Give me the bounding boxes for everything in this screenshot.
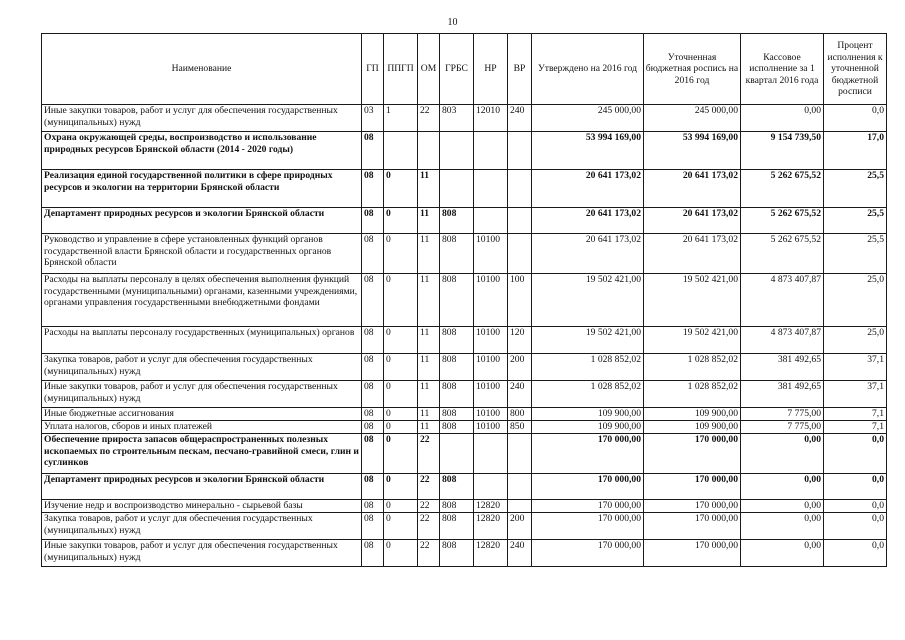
row-cash-cell: 5 262 675,52 (741, 234, 824, 274)
row-ppgp-cell: 0 (384, 354, 418, 381)
row-ppgp-cell (384, 132, 418, 170)
row-cash-cell: 0,00 (741, 474, 824, 500)
row-approved-cell: 20 641 173,02 (532, 234, 644, 274)
row-vr-cell (508, 132, 532, 170)
row-cash-cell: 0,00 (741, 513, 824, 540)
table-row (42, 354, 887, 381)
row-om-cell: 11 (418, 421, 440, 434)
row-grbs-cell: 808 (440, 381, 474, 408)
row-approved-cell: 170 000,00 (532, 500, 644, 513)
row-om-cell: 22 (418, 434, 440, 474)
row-cash-cell: 0,00 (741, 500, 824, 513)
row-gp-cell: 03 (362, 105, 384, 132)
row-name-cell: Изучение недр и воспроизводство минерально - сырьевой базы (42, 500, 362, 513)
row-percent-cell: 25,0 (824, 274, 887, 327)
row-name-cell: Обеспечение прироста запасов общераспространенных полезных ископаемых по строительным пескам, песчано-гравийной смеси, глин и суглинков (42, 434, 362, 474)
row-np-cell: 12820 (474, 513, 508, 540)
row-approved-cell: 170 000,00 (532, 540, 644, 567)
row-grbs-cell (440, 434, 474, 474)
row-gp-cell: 08 (362, 513, 384, 540)
header-om: ОМ (418, 34, 440, 105)
row-percent-cell: 25,5 (824, 208, 887, 234)
row-gp-cell: 08 (362, 170, 384, 208)
row-name-cell: Закупка товаров, работ и услуг для обеспечения государственных (муниципальных) нужд (42, 354, 362, 381)
row-name-cell: Закупка товаров, работ и услуг для обеспечения государственных (муниципальных) нужд (42, 513, 362, 540)
row-grbs-cell: 808 (440, 208, 474, 234)
table-row (42, 421, 887, 434)
row-gp-cell: 08 (362, 500, 384, 513)
row-om-cell: 22 (418, 105, 440, 132)
row-np-cell (474, 208, 508, 234)
table-row (42, 327, 887, 354)
row-name-cell: Иные закупки товаров, работ и услуг для обеспечения государственных (муниципальных) нужд (42, 105, 362, 132)
table-row (42, 434, 887, 474)
row-vr-cell: 240 (508, 540, 532, 567)
row-om-cell (418, 132, 440, 170)
row-refined-cell: 245 000,00 (644, 105, 741, 132)
row-gp-cell: 08 (362, 421, 384, 434)
row-om-cell: 11 (418, 327, 440, 354)
row-gp-cell: 08 (362, 327, 384, 354)
row-cash-cell: 7 775,00 (741, 421, 824, 434)
row-name-cell: Расходы на выплаты персоналу государственных (муниципальных) органов (42, 327, 362, 354)
row-grbs-cell: 808 (440, 354, 474, 381)
row-approved-cell: 1 028 852,02 (532, 381, 644, 408)
row-om-cell: 11 (418, 170, 440, 208)
row-grbs-cell: 808 (440, 408, 474, 421)
table-row (42, 132, 887, 170)
row-refined-cell: 1 028 852,02 (644, 354, 741, 381)
row-ppgp-cell: 0 (384, 408, 418, 421)
row-vr-cell: 200 (508, 513, 532, 540)
table-row (42, 208, 887, 234)
row-cash-cell: 4 873 407,87 (741, 327, 824, 354)
row-gp-cell: 08 (362, 208, 384, 234)
row-approved-cell: 1 028 852,02 (532, 354, 644, 381)
header-np: НР (474, 34, 508, 105)
row-vr-cell (508, 170, 532, 208)
header-refined: Уточненная бюджетная роспись на 2016 год (644, 34, 741, 105)
budget-table (41, 33, 887, 567)
row-percent-cell: 25,0 (824, 327, 887, 354)
table-row (42, 105, 887, 132)
row-ppgp-cell: 0 (384, 474, 418, 500)
row-percent-cell: 7,1 (824, 421, 887, 434)
row-np-cell: 12010 (474, 105, 508, 132)
row-gp-cell: 08 (362, 354, 384, 381)
row-ppgp-cell: 0 (384, 170, 418, 208)
row-vr-cell: 120 (508, 327, 532, 354)
table-body (42, 105, 887, 567)
header-percent: Процент исполнения к уточненной бюджетной росписи (824, 34, 887, 105)
row-vr-cell (508, 500, 532, 513)
page-number: 10 (447, 17, 458, 28)
row-ppgp-cell: 0 (384, 540, 418, 567)
row-np-cell (474, 474, 508, 500)
row-np-cell: 10100 (474, 354, 508, 381)
header-name: Наименование (42, 34, 362, 105)
row-refined-cell: 170 000,00 (644, 500, 741, 513)
row-om-cell: 11 (418, 408, 440, 421)
row-approved-cell: 170 000,00 (532, 434, 644, 474)
row-vr-cell: 100 (508, 274, 532, 327)
row-percent-cell: 0,0 (824, 105, 887, 132)
row-refined-cell: 53 994 169,00 (644, 132, 741, 170)
row-grbs-cell: 808 (440, 234, 474, 274)
row-gp-cell: 08 (362, 408, 384, 421)
table-row (42, 500, 887, 513)
row-grbs-cell: 808 (440, 421, 474, 434)
row-grbs-cell (440, 170, 474, 208)
row-approved-cell: 170 000,00 (532, 474, 644, 500)
row-percent-cell: 25,5 (824, 234, 887, 274)
row-ppgp-cell: 0 (384, 208, 418, 234)
table-header-row (42, 34, 887, 105)
row-om-cell: 11 (418, 354, 440, 381)
header-vr: ВР (508, 34, 532, 105)
row-ppgp-cell: 1 (384, 105, 418, 132)
row-np-cell: 10100 (474, 408, 508, 421)
row-cash-cell: 5 262 675,52 (741, 208, 824, 234)
row-cash-cell: 0,00 (741, 434, 824, 474)
row-om-cell: 11 (418, 274, 440, 327)
row-percent-cell: 0,0 (824, 434, 887, 474)
row-gp-cell: 08 (362, 474, 384, 500)
row-np-cell: 10100 (474, 274, 508, 327)
row-refined-cell: 170 000,00 (644, 540, 741, 567)
row-refined-cell: 170 000,00 (644, 434, 741, 474)
row-cash-cell: 9 154 739,50 (741, 132, 824, 170)
row-vr-cell: 800 (508, 408, 532, 421)
row-vr-cell (508, 474, 532, 500)
table-row (42, 234, 887, 274)
row-name-cell: Иные закупки товаров, работ и услуг для обеспечения государственных (муниципальных) нужд (42, 381, 362, 408)
row-refined-cell: 20 641 173,02 (644, 170, 741, 208)
header-gp: ГП (362, 34, 384, 105)
row-vr-cell (508, 234, 532, 274)
row-gp-cell: 08 (362, 381, 384, 408)
row-ppgp-cell: 0 (384, 274, 418, 327)
row-grbs-cell: 808 (440, 513, 474, 540)
row-percent-cell: 37,1 (824, 354, 887, 381)
row-name-cell: Расходы на выплаты персоналу в целях обеспечения выполнения функций государственными (муниципальными) органами, казенными учреждениями, органами управления государственными внебюджетными фондами (42, 274, 362, 327)
row-vr-cell (508, 434, 532, 474)
row-approved-cell: 19 502 421,00 (532, 274, 644, 327)
row-name-cell: Иные закупки товаров, работ и услуг для обеспечения государственных (муниципальных) нужд (42, 540, 362, 567)
row-gp-cell: 08 (362, 274, 384, 327)
row-ppgp-cell: 0 (384, 381, 418, 408)
row-cash-cell: 0,00 (741, 540, 824, 567)
header-cash: Кассовое исполнение за 1 квартал 2016 года (741, 34, 824, 105)
row-gp-cell: 08 (362, 234, 384, 274)
row-percent-cell: 7,1 (824, 408, 887, 421)
row-gp-cell: 08 (362, 434, 384, 474)
header-approved: Утверждено на 2016 год (532, 34, 644, 105)
row-percent-cell: 0,0 (824, 540, 887, 567)
row-cash-cell: 5 262 675,52 (741, 170, 824, 208)
row-approved-cell: 20 641 173,02 (532, 208, 644, 234)
row-ppgp-cell: 0 (384, 234, 418, 274)
row-approved-cell: 109 900,00 (532, 421, 644, 434)
row-name-cell: Охрана окружающей среды, воспроизводство и использование природных ресурсов Брянской области (2014 - 2020 годы) (42, 132, 362, 170)
row-grbs-cell: 808 (440, 500, 474, 513)
row-name-cell: Руководство и управление в сфере установленных функций органов государственной власти Брянской области и государственных органов Брянской области (42, 234, 362, 274)
row-grbs-cell: 803 (440, 105, 474, 132)
row-approved-cell: 245 000,00 (532, 105, 644, 132)
row-refined-cell: 20 641 173,02 (644, 208, 741, 234)
table-row (42, 474, 887, 500)
row-percent-cell: 0,0 (824, 500, 887, 513)
row-percent-cell: 25,5 (824, 170, 887, 208)
row-refined-cell: 1 028 852,02 (644, 381, 741, 408)
row-cash-cell: 4 873 407,87 (741, 274, 824, 327)
row-approved-cell: 170 000,00 (532, 513, 644, 540)
row-vr-cell: 240 (508, 381, 532, 408)
table-row (42, 540, 887, 567)
table-row (42, 513, 887, 540)
table-row (42, 408, 887, 421)
row-vr-cell (508, 208, 532, 234)
row-ppgp-cell: 0 (384, 327, 418, 354)
row-name-cell: Реализация единой государственной политики в сфере природных ресурсов и экологии на территории Брянской области (42, 170, 362, 208)
row-np-cell (474, 434, 508, 474)
row-refined-cell: 19 502 421,00 (644, 274, 741, 327)
row-name-cell: Уплата налогов, сборов и иных платежей (42, 421, 362, 434)
row-percent-cell: 0,0 (824, 513, 887, 540)
row-cash-cell: 381 492,65 (741, 354, 824, 381)
row-om-cell: 11 (418, 381, 440, 408)
row-approved-cell: 109 900,00 (532, 408, 644, 421)
row-om-cell: 22 (418, 513, 440, 540)
row-grbs-cell: 808 (440, 274, 474, 327)
table-row (42, 274, 887, 327)
header-grbs: ГРБС (440, 34, 474, 105)
row-om-cell: 22 (418, 500, 440, 513)
row-om-cell: 22 (418, 540, 440, 567)
row-np-cell: 10100 (474, 381, 508, 408)
row-refined-cell: 170 000,00 (644, 513, 741, 540)
row-np-cell (474, 170, 508, 208)
row-ppgp-cell: 0 (384, 421, 418, 434)
row-np-cell: 10100 (474, 234, 508, 274)
row-approved-cell: 20 641 173,02 (532, 170, 644, 208)
row-np-cell: 12820 (474, 540, 508, 567)
row-approved-cell: 19 502 421,00 (532, 327, 644, 354)
row-grbs-cell: 808 (440, 474, 474, 500)
row-refined-cell: 109 900,00 (644, 421, 741, 434)
header-ppgp: ППГП (384, 34, 418, 105)
row-gp-cell: 08 (362, 540, 384, 567)
row-ppgp-cell: 0 (384, 513, 418, 540)
row-vr-cell: 850 (508, 421, 532, 434)
row-np-cell: 12820 (474, 500, 508, 513)
row-percent-cell: 0,0 (824, 474, 887, 500)
row-np-cell (474, 132, 508, 170)
table-row (42, 381, 887, 408)
row-percent-cell: 17,0 (824, 132, 887, 170)
row-grbs-cell: 808 (440, 327, 474, 354)
row-cash-cell: 7 775,00 (741, 408, 824, 421)
row-np-cell: 10100 (474, 327, 508, 354)
row-np-cell: 10100 (474, 421, 508, 434)
row-approved-cell: 53 994 169,00 (532, 132, 644, 170)
table-row (42, 170, 887, 208)
row-refined-cell: 109 900,00 (644, 408, 741, 421)
row-om-cell: 22 (418, 474, 440, 500)
row-name-cell: Департамент природных ресурсов и экологии Брянской области (42, 208, 362, 234)
row-name-cell: Иные бюджетные ассигнования (42, 408, 362, 421)
row-refined-cell: 19 502 421,00 (644, 327, 741, 354)
row-percent-cell: 37,1 (824, 381, 887, 408)
row-om-cell: 11 (418, 234, 440, 274)
row-gp-cell: 08 (362, 132, 384, 170)
row-grbs-cell (440, 132, 474, 170)
row-name-cell: Департамент природных ресурсов и экологии Брянской области (42, 474, 362, 500)
row-vr-cell: 240 (508, 105, 532, 132)
row-ppgp-cell: 0 (384, 434, 418, 474)
row-ppgp-cell: 0 (384, 500, 418, 513)
row-grbs-cell: 808 (440, 540, 474, 567)
row-om-cell: 11 (418, 208, 440, 234)
row-vr-cell: 200 (508, 354, 532, 381)
row-refined-cell: 20 641 173,02 (644, 234, 741, 274)
row-cash-cell: 381 492,65 (741, 381, 824, 408)
row-refined-cell: 170 000,00 (644, 474, 741, 500)
row-cash-cell: 0,00 (741, 105, 824, 132)
